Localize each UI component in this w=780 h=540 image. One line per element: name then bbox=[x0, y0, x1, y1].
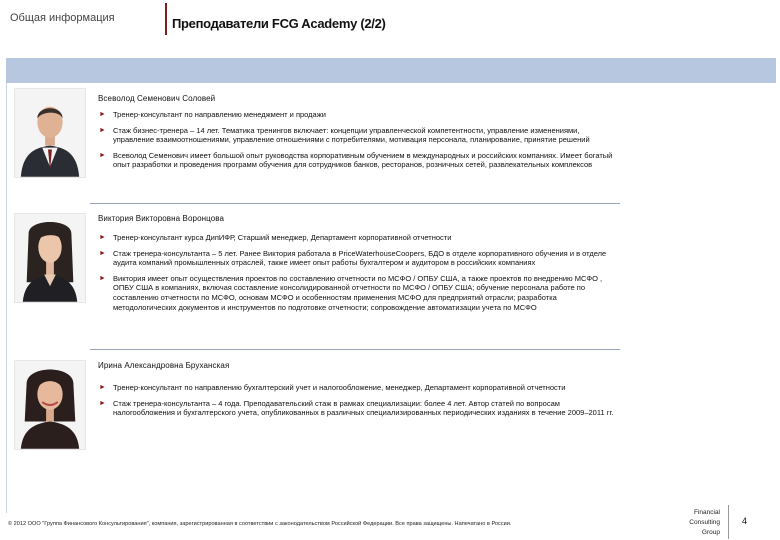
photo-person-1 bbox=[14, 88, 86, 178]
bullet-arrow-icon: ► bbox=[99, 234, 106, 241]
list-item: ► Тренер-консультант курса ДипИФР, Старший менеджер, Департамент корпоративной отчетности bbox=[99, 233, 452, 242]
list-item: ► Стаж тренера-консультанта – 5 лет. Ранее Виктория работала в PriceWaterhouseCoopers, БДО в отделе корпоративного обучения и в отделе аудита компаний промышленных отраслей, также имеет опыт работы бухгалтером и аудитором в российских компаниях bbox=[99, 248, 607, 268]
page-number: 4 bbox=[742, 516, 748, 526]
bullet-arrow-icon: ► bbox=[99, 249, 106, 257]
company-line: Consulting bbox=[689, 519, 720, 526]
company-line: Group bbox=[701, 529, 720, 536]
photo-person-3 bbox=[14, 360, 86, 450]
bullet-arrow-icon: ► bbox=[99, 111, 106, 118]
left-rule bbox=[6, 83, 7, 513]
list-item: ► Тренер-консультант по направлению менеджмент и продажи bbox=[99, 110, 326, 119]
bullet-arrow-icon: ► bbox=[99, 399, 106, 407]
divider bbox=[90, 349, 620, 350]
header-band bbox=[6, 58, 776, 83]
portrait-man-icon bbox=[15, 89, 85, 177]
person-3-name: Ирина Александровна Бруханская bbox=[98, 361, 230, 370]
list-item: ► Виктория имеет опыт осуществления проектов по составлению отчетности по МСФО / ОПБУ США, а также проектов по внедрению МСФО , ОПБУ США в компаниях, включая составление консолидированной отчетности по МСФО / ОПБУ США; обучение персонала работе по составлению отчетности по МСФО, основам МСФО и особенностям применения МСФО для предприятий отрасли; разработка методологических документов и инструментов по подготовке отчетности; сопровождение автоматизации учета по МСФО bbox=[99, 273, 603, 312]
title-accent-bar bbox=[165, 3, 167, 35]
page-title: Преподаватели FCG Academy (2/2) bbox=[172, 16, 386, 31]
divider bbox=[90, 203, 620, 204]
footer-copyright: © 2012 ООО "Группа Финансового Консультирования", компания, зарегистрированная в соответствии с законодательством Российской Федерации. Все права защищены. Напечатано в России. bbox=[8, 521, 512, 527]
person-2-bullets bbox=[98, 233, 618, 318]
bullet-arrow-icon: ► bbox=[99, 384, 106, 391]
bullet-arrow-icon: ► bbox=[99, 126, 106, 134]
bullet-arrow-icon: ► bbox=[99, 274, 106, 282]
portrait-woman-icon bbox=[15, 361, 85, 449]
person-3-bullets bbox=[98, 383, 618, 424]
person-1-bullets bbox=[98, 110, 618, 176]
company-logo-text bbox=[666, 508, 720, 538]
section-label: Общая информация bbox=[10, 12, 115, 24]
list-item: ► Всеволод Семенович имеет большой опыт руководства корпоративным обучением в международных и российских компаниях. Имеет богатый опыт разработки и проведения программ обучения для сотрудников банков, ресторанов, розничных сетей, развлекательных комплексов bbox=[99, 150, 613, 170]
list-item: ► Тренер-консультант по направлению бухгалтерский учет и налогообложение, менеджер, Департамент корпоративной отчетности bbox=[99, 383, 566, 392]
company-line: Financial bbox=[693, 509, 720, 516]
person-2-name: Виктория Викторовна Воронцова bbox=[98, 214, 225, 223]
person-1-name: Всеволод Семенович Соловей bbox=[98, 94, 216, 103]
portrait-woman-icon bbox=[15, 214, 85, 302]
photo-person-2 bbox=[14, 213, 86, 303]
bullet-arrow-icon: ► bbox=[99, 151, 106, 159]
list-item: ► Стаж бизнес-тренера – 14 лет. Тематика тренингов включает: концепции управленческой компетентности, управление изменениями, управление взаимоотношениями, управление отношениями с потребителями, мотивация персонала, планирование, принятие решений bbox=[99, 125, 590, 145]
footer-divider bbox=[728, 505, 729, 539]
list-item: ► Стаж тренера-консультанта – 4 года. Преподавательский стаж в рамках специализации: более 4 лет. Автор статей по вопросам налогообложения и бухгалтерского учета, опубликованных в различных специализированных периодических изданиях в течение 2009–2011 гг. bbox=[99, 398, 614, 418]
